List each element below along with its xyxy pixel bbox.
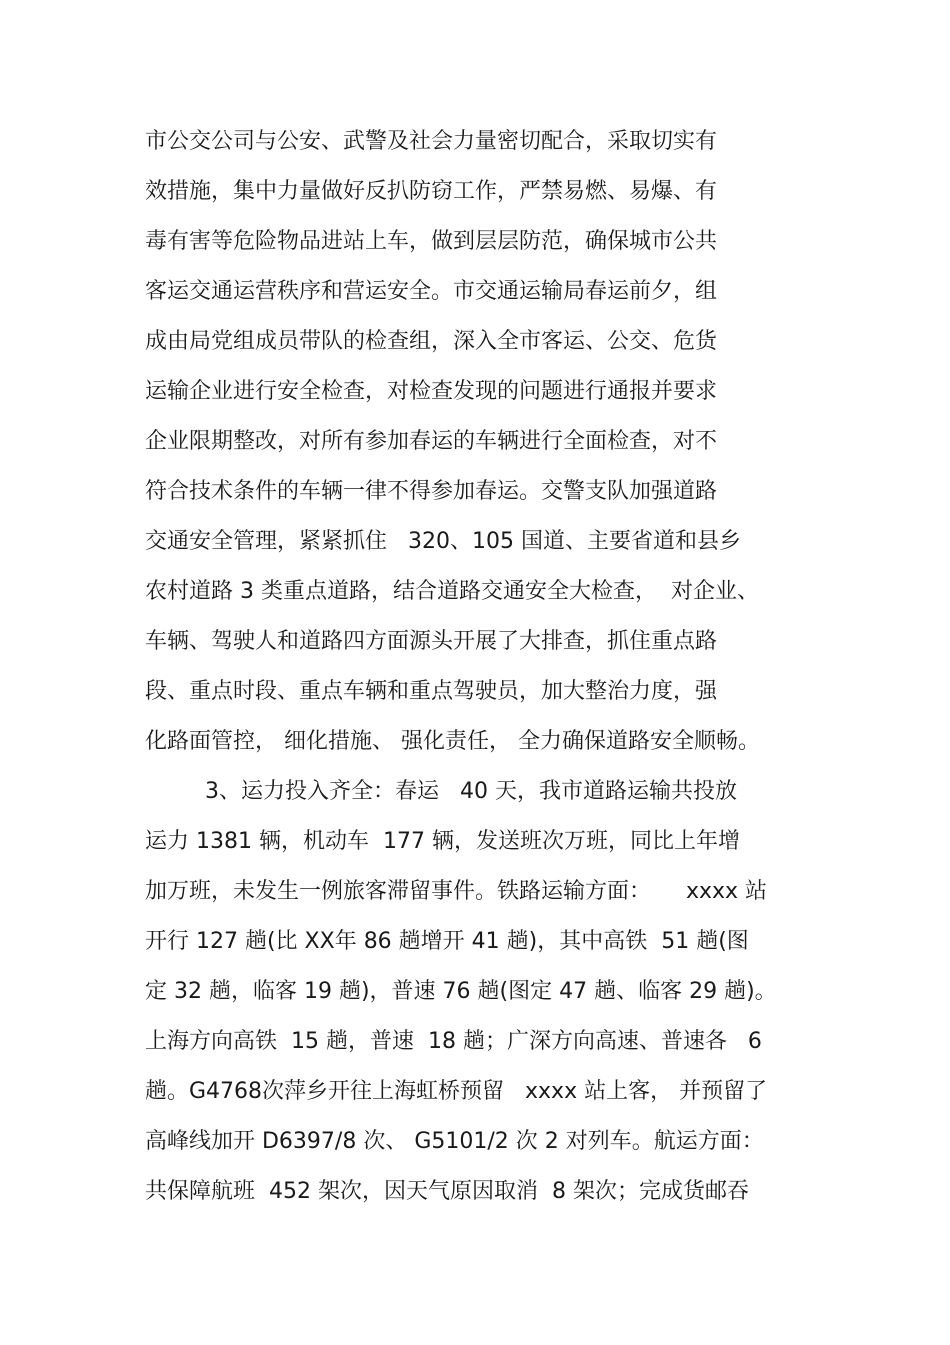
text-line: 开行 127 趟(比 XX年 86 趟增开 41 趟)，其中高铁 51 趟(图 (145, 929, 749, 954)
text-line: 加万班，未发生一例旅客滞留事件。铁路运输方面： xxxx 站 (145, 879, 768, 904)
text-line: 效措施，集中力量做好反扒防窃工作，严禁易燃、易爆、有 (145, 179, 718, 204)
text-line: 企业限期整改，对所有参加春运的车辆进行全面检查，对不 (145, 429, 718, 454)
text-line: 农村道路 3 类重点道路，结合道路交通安全大检查， 对企业、 (145, 579, 759, 604)
text-line: 市公交公司与公安、武警及社会力量密切配合，采取切实有 (145, 129, 718, 154)
text-line: 趟。G4768次萍乡开往上海虹桥预留 xxxx 站上客， 并预留了 (145, 1079, 768, 1104)
text-line: 上海方向高铁 15 趟，普速 18 趟；广深方向高速、普速各 6 (145, 1029, 762, 1054)
text-line: 段、重点时段、重点车辆和重点驾驶员，加大整治力度，强 (145, 679, 718, 704)
text-line: 车辆、驾驶人和道路四方面源头开展了大排查，抓住重点路 (145, 629, 718, 654)
text-line: 交通安全管理，紧紧抓住 320、105 国道、主要省道和县乡 (145, 529, 741, 554)
text-line: 客运交通运营秩序和营运安全。市交通运输局春运前夕，组 (145, 279, 718, 304)
text-line: 定 32 趟，临客 19 趟)，普速 76 趟(图定 47 趟、临客 29 趟)。 (145, 979, 777, 1004)
paragraph-start-line: 3、运力投入齐全：春运 40 天，我市道路运输共投放 (205, 779, 737, 804)
text-line: 化路面管控， 细化措施、 强化责任， 全力确保道路安全顺畅。 (145, 729, 760, 754)
text-line: 运力 1381 辆，机动车 177 辆，发送班次万班，同比上年增 (145, 829, 740, 854)
text-line: 符合技术条件的车辆一律不得参加春运。交警支队加强道路 (145, 479, 718, 504)
text-line: 毒有害等危险物品进站上车，做到层层防范，确保城市公共 (145, 229, 718, 254)
text-line: 高峰线加开 D6397/8 次、 G5101/2 次 2 对列车。航运方面： (145, 1129, 764, 1154)
text-line: 运输企业进行安全检查，对检查发现的问题进行通报并要求 (145, 379, 718, 404)
text-line: 共保障航班 452 架次，因天气原因取消 8 架次；完成货邮吞 (145, 1179, 749, 1204)
text-line: 成由局党组成员带队的检查组，深入全市客运、公交、危货 (145, 329, 718, 354)
